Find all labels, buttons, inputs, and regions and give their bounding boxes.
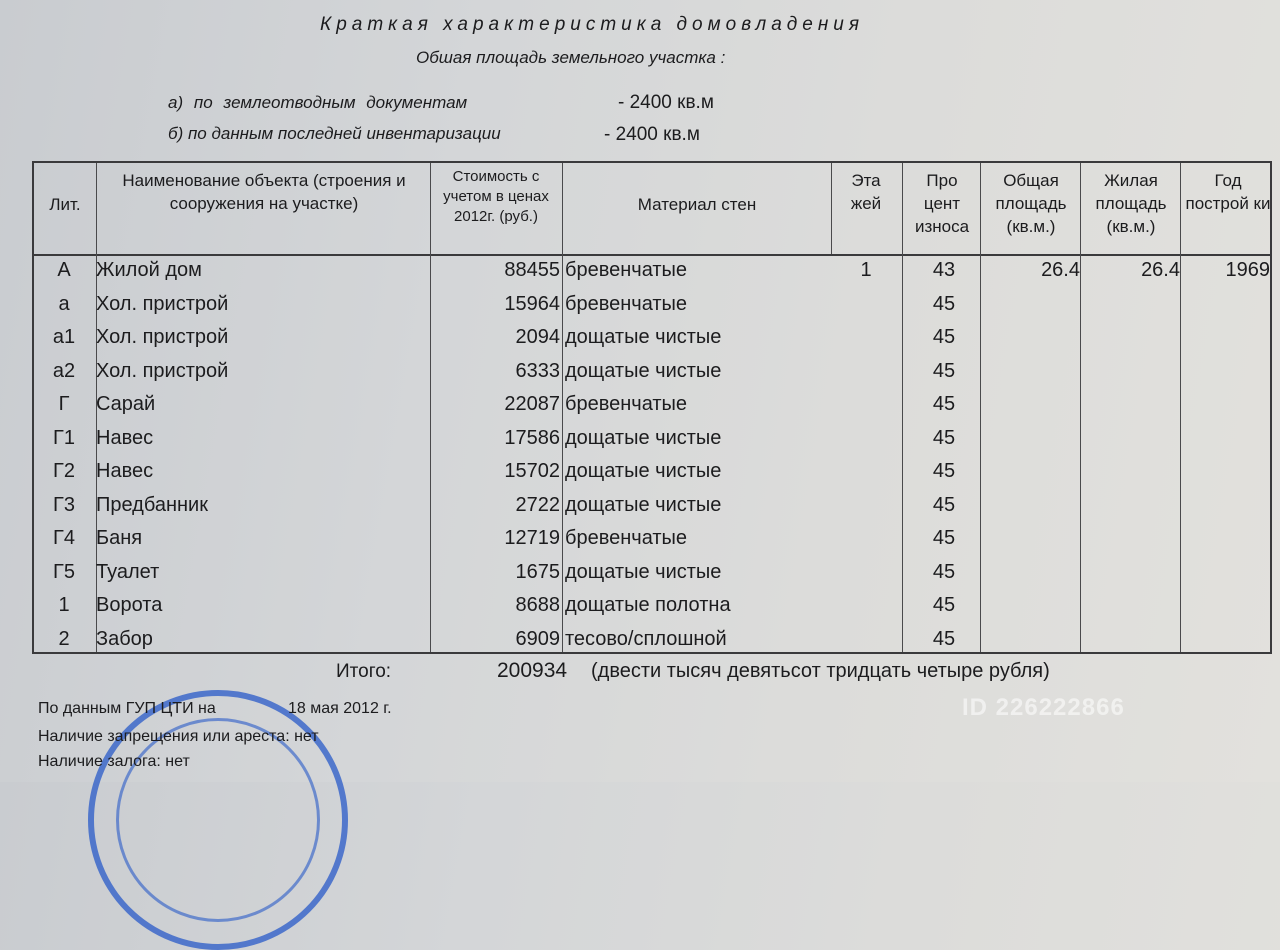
total-value: 200934 bbox=[497, 659, 568, 682]
buildings-table bbox=[32, 161, 1272, 654]
table-row bbox=[34, 460, 1270, 494]
table-row bbox=[34, 527, 1270, 561]
header-name: Наименование объекта (строения и сооружения на участке) bbox=[122, 171, 406, 213]
table-row bbox=[34, 326, 1270, 360]
cell-year: 1969 bbox=[1225, 259, 1270, 281]
area-by-documents-value: - 2400 кв.м bbox=[618, 92, 714, 113]
cell-material: бревенчатые bbox=[565, 527, 688, 549]
watermark-id: ID 226222866 bbox=[962, 694, 1125, 721]
prohibitions-text: Наличие запрещения или ареста: нет bbox=[38, 728, 319, 745]
cell-cost: 88455 bbox=[504, 259, 560, 281]
cell-name: Сарай bbox=[96, 393, 156, 415]
cell-name: Хол. пристрой bbox=[96, 359, 229, 382]
cell-material: тесово/сплошной bbox=[565, 627, 727, 650]
cell-cost: 22087 bbox=[504, 393, 560, 415]
table-row bbox=[34, 561, 1270, 595]
cell-total-area: 26.4 bbox=[1041, 259, 1080, 281]
table-row bbox=[34, 293, 1270, 327]
total-label: Итого: bbox=[336, 661, 392, 682]
document-title: Краткая характеристика домовладения bbox=[320, 14, 865, 35]
cell-lit: а2 bbox=[52, 359, 76, 382]
cell-cost: 8688 bbox=[515, 594, 560, 616]
cell-wear: 45 bbox=[932, 292, 956, 315]
cell-lit: 1 bbox=[58, 594, 70, 616]
cell-cost: 17586 bbox=[504, 426, 560, 449]
cell-lit: Г5 bbox=[53, 560, 75, 583]
cell-wear: 45 bbox=[932, 560, 956, 583]
cell-name: Хол. пристрой bbox=[96, 326, 229, 348]
cell-wear: 45 bbox=[932, 359, 956, 382]
cell-name: Забор bbox=[96, 627, 153, 650]
cell-lit: Г2 bbox=[53, 460, 75, 482]
cell-wear: 45 bbox=[932, 393, 956, 415]
table-row bbox=[34, 259, 1270, 293]
cell-material: дощатые чистые bbox=[565, 426, 722, 449]
table-row bbox=[34, 628, 1270, 662]
cell-name: Хол. пристрой bbox=[96, 292, 229, 315]
cell-wear: 45 bbox=[932, 527, 956, 549]
cell-lit: Г3 bbox=[53, 493, 75, 516]
header-lit: Лит. bbox=[49, 195, 81, 214]
area-by-documents-label: а) по землеотводным документам bbox=[168, 93, 468, 112]
cell-name: Ворота bbox=[96, 594, 163, 616]
cell-floors: 1 bbox=[860, 259, 872, 281]
header-material: Материал стен bbox=[637, 195, 757, 214]
cell-lit: а bbox=[58, 292, 70, 315]
header-year: Год построй ки bbox=[1185, 171, 1271, 213]
header-living-area: Жилая площадь (кв.м.) bbox=[1095, 171, 1167, 236]
header-cost: Стоимость с учетом в ценах 2012г. (руб.) bbox=[443, 168, 549, 225]
cell-cost: 2094 bbox=[515, 326, 560, 348]
header-total-area: Общая площадь (кв.м.) bbox=[995, 171, 1067, 236]
total-in-words: (двести тысяч девятьсот тридцать четыре рубля) bbox=[591, 660, 1050, 682]
area-by-inventory-value: - 2400 кв.м bbox=[604, 124, 700, 145]
cell-material: бревенчатые bbox=[565, 393, 688, 415]
cell-lit: Г1 bbox=[53, 426, 75, 449]
cell-name: Баня bbox=[96, 527, 143, 549]
source-text: По данным ГУП ЦТИ на bbox=[38, 700, 216, 717]
cell-material: бревенчатые bbox=[565, 259, 688, 281]
table-row bbox=[34, 393, 1270, 427]
cell-wear: 45 bbox=[932, 594, 956, 616]
table-row bbox=[34, 594, 1270, 628]
cell-material: дощатые чистые bbox=[565, 560, 722, 583]
header-divider bbox=[34, 254, 1270, 256]
cell-cost: 6909 bbox=[515, 627, 560, 650]
area-by-inventory-label: б) по данным последней инвентаризации bbox=[168, 124, 501, 143]
cell-material: дощатые чистые bbox=[565, 359, 722, 382]
cell-lit: Г bbox=[58, 393, 70, 415]
cell-material: дощатые чистые bbox=[565, 460, 722, 482]
header-floors: Эта жей bbox=[850, 171, 882, 213]
cell-name: Навес bbox=[96, 426, 154, 449]
cell-cost: 15964 bbox=[504, 292, 560, 315]
cell-name: Жилой дом bbox=[96, 259, 202, 281]
source-date: 18 мая 2012 г. bbox=[288, 700, 392, 717]
cell-material: дощатые полотна bbox=[565, 594, 731, 616]
cell-name: Предбанник bbox=[96, 493, 208, 516]
cell-name: Туалет bbox=[96, 560, 160, 583]
cell-wear: 45 bbox=[932, 493, 956, 516]
cell-wear: 43 bbox=[932, 259, 956, 281]
cell-cost: 1675 bbox=[515, 560, 560, 583]
cell-lit: А bbox=[57, 259, 71, 281]
table-row bbox=[34, 494, 1270, 528]
cell-cost: 15702 bbox=[504, 460, 560, 482]
cell-wear: 45 bbox=[932, 426, 956, 449]
cell-wear: 45 bbox=[932, 326, 956, 348]
cell-cost: 6333 bbox=[515, 359, 560, 382]
cell-cost: 2722 bbox=[515, 493, 560, 516]
table-row bbox=[34, 360, 1270, 394]
cell-lit: Г4 bbox=[53, 527, 75, 549]
cell-wear: 45 bbox=[932, 627, 956, 650]
cell-living-area: 26.4 bbox=[1141, 259, 1180, 281]
column-divider bbox=[831, 163, 832, 254]
cell-lit: а1 bbox=[52, 326, 76, 348]
cell-cost: 12719 bbox=[504, 527, 560, 549]
table-row bbox=[34, 427, 1270, 461]
cell-lit: 2 bbox=[58, 627, 70, 650]
header-wear: Про цент износа bbox=[914, 171, 970, 236]
cell-material: дощатые чистые bbox=[565, 326, 722, 348]
cell-material: дощатые чистые bbox=[565, 493, 722, 516]
pledge-text: Наличие залога: нет bbox=[38, 753, 190, 770]
cell-name: Навес bbox=[96, 460, 154, 482]
cell-wear: 45 bbox=[932, 460, 956, 482]
land-area-heading: Обшая площадь земельного участка : bbox=[416, 48, 726, 67]
cell-material: бревенчатые bbox=[565, 292, 688, 315]
